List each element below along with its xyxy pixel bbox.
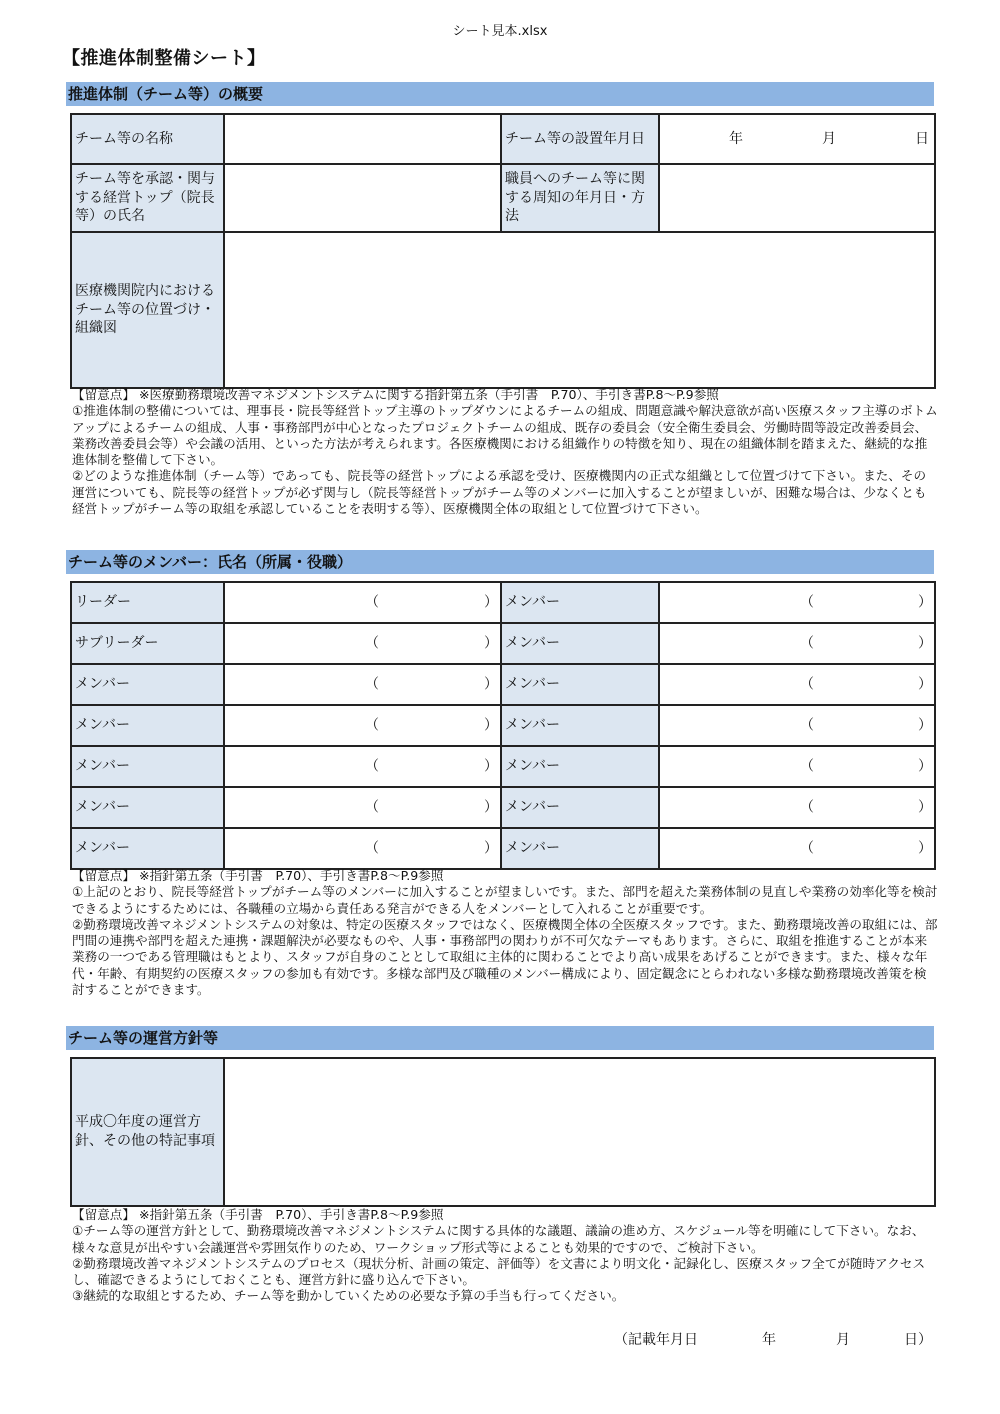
member-row bbox=[71, 787, 935, 828]
date-month-unit: 月 bbox=[822, 130, 836, 147]
members-table bbox=[70, 581, 936, 870]
member-name-field[interactable] bbox=[224, 582, 501, 623]
section-heading-members: チーム等のメンバー：氏名（所属・役職） bbox=[66, 550, 934, 574]
policy-table bbox=[70, 1057, 936, 1207]
close-paren: ） bbox=[918, 840, 932, 857]
close-paren: ） bbox=[484, 840, 498, 857]
open-paren: （ bbox=[800, 676, 814, 693]
member-row bbox=[71, 664, 935, 705]
close-paren: ） bbox=[484, 676, 498, 693]
open-paren: （ bbox=[365, 676, 379, 693]
close-paren: ） bbox=[484, 594, 498, 611]
established-date-field[interactable] bbox=[659, 114, 935, 164]
record-date-year[interactable]: 年 bbox=[762, 1332, 776, 1348]
policy-notes bbox=[72, 1207, 938, 1305]
approver-label: チーム等を承認・関与する経営トップ（院長等）の氏名 bbox=[71, 164, 224, 232]
close-paren: ） bbox=[484, 717, 498, 734]
open-paren: （ bbox=[365, 758, 379, 775]
org-position-field[interactable] bbox=[224, 232, 935, 388]
member-name-field[interactable] bbox=[224, 623, 501, 664]
overview-notes bbox=[72, 387, 938, 517]
member-role-label: メンバー bbox=[501, 746, 659, 787]
note-line: ①推進体制の整備については、理事長・院長等経営トップ主導のトップダウンによるチームの組成、問題意識や解決意欲が高い医療スタッフ主導のボトムアップによるチームの組成、人事・事務部門が中心となったプロジェクトチームの組成、既存の委員会（安全衛生委員会、労働時間等設定改善委員会、業務改善委員会等）や会議の活用、といった方法が考えられます。各医療機関における組織作りの特徴を知り、現在の組織体制を踏まえた、継続的な推進体制を整備して下さい。 bbox=[72, 403, 938, 468]
record-date-day[interactable]: 日） bbox=[904, 1332, 932, 1348]
member-name-field[interactable] bbox=[659, 828, 935, 869]
open-paren: （ bbox=[365, 840, 379, 857]
date-year-unit: 年 bbox=[729, 130, 743, 147]
member-row bbox=[71, 828, 935, 869]
member-name-field[interactable] bbox=[659, 623, 935, 664]
member-name-field[interactable] bbox=[659, 787, 935, 828]
notice-label: 職員へのチーム等に関する周知の年月日・方法 bbox=[501, 164, 659, 232]
member-row bbox=[71, 623, 935, 664]
member-name-field[interactable] bbox=[224, 746, 501, 787]
member-role-label: メンバー bbox=[501, 623, 659, 664]
member-role-label: メンバー bbox=[501, 705, 659, 746]
record-date-label: （記載年月日 bbox=[614, 1332, 698, 1348]
member-name-field[interactable] bbox=[659, 746, 935, 787]
team-name-label: チーム等の名称 bbox=[71, 114, 224, 164]
member-name-field[interactable] bbox=[224, 705, 501, 746]
note-line: ②どのような推進体制（チーム等）であっても、院長等の経営トップによる承認を受け、医療機関内の正式な組織として位置づけて下さい。また、その運営についても、院長等の経営トップが必ず関与し（院長等経営トップがチーム等のメンバーに加入することが望ましいが、困難な場合は、少なくとも経営トップがチーム等の取組を承認していることを表明する等）、医療機関全体の取組として位置づけて下さい。 bbox=[72, 468, 927, 517]
open-paren: （ bbox=[365, 799, 379, 816]
member-row bbox=[71, 746, 935, 787]
record-date-month[interactable]: 月 bbox=[836, 1332, 850, 1348]
established-date-label: チーム等の設置年月日 bbox=[501, 114, 659, 164]
section-heading-policy: チーム等の運営方針等 bbox=[66, 1026, 934, 1050]
close-paren: ） bbox=[918, 717, 932, 734]
close-paren: ） bbox=[484, 635, 498, 652]
open-paren: （ bbox=[365, 635, 379, 652]
member-role-label: メンバー bbox=[501, 664, 659, 705]
file-name: シート見本.xlsx bbox=[452, 24, 548, 39]
member-role-label: メンバー bbox=[71, 787, 224, 828]
note-line: 【留意点】 ※指針第五条（手引書 P.70）、手引き書P.8～P.9参照 bbox=[72, 868, 444, 883]
open-paren: （ bbox=[800, 717, 814, 734]
member-name-field[interactable] bbox=[224, 828, 501, 869]
member-role-label: メンバー bbox=[71, 746, 224, 787]
open-paren: （ bbox=[365, 717, 379, 734]
note-line: ①チーム等の運営方針として、勤務環境改善マネジメントシステムに関する具体的な議題、議論の進め方、スケジュール等を明確にして下さい。なお、様々な意見が出やすい会議運営や雰囲気作りのため、ワークショップ形式等によることも効果的ですので、ご検討下さい。 bbox=[72, 1223, 925, 1255]
note-line: ②勤務環境改善マネジメントシステムの対象は、特定の医療スタッフではなく、医療機関全体の全医療スタッフです。また、勤務環境改善の取組には、部門間の連携や部門を超えた連携・課題解決が必要なものや、人事・事務部門の関わりが不可欠なテーマもあります。さらに、取組を推進することが本来業務の一つである管理職はもとより、スタッフが自身のこととして取組に主体的に関わることでより高い成果をあげることができます。また、様々な年代・年齢、有期契約の医療スタッフの参加も有効です。多様な部門及び職種のメンバー構成により、固定観念にとらわれない多様な勤務環境改善策を検討することができます。 bbox=[72, 916, 938, 998]
member-role-label: メンバー bbox=[501, 787, 659, 828]
team-name-field[interactable] bbox=[224, 114, 501, 164]
overview-table bbox=[70, 113, 936, 389]
note-line: ①上記のとおり、院長等経営トップがチーム等のメンバーに加入することが望ましいです。また、部門を超えた業務体制の見直しや業務の効率化等を検討できるようにするためには、各職種の立場から責任ある発言ができる人をメンバーとして入れることが重要です。 bbox=[72, 884, 938, 916]
open-paren: （ bbox=[800, 635, 814, 652]
open-paren: （ bbox=[365, 594, 379, 611]
member-role-label: メンバー bbox=[501, 582, 659, 623]
sheet-title: 【推進体制整備シート】 bbox=[62, 48, 266, 69]
note-line: 【留意点】 ※指針第五条（手引書 P.70）、手引き書P.8～P.9参照 bbox=[72, 1207, 444, 1222]
date-day-unit: 日 bbox=[915, 130, 929, 147]
close-paren: ） bbox=[918, 676, 932, 693]
policy-field[interactable] bbox=[224, 1058, 935, 1206]
section-heading-overview: 推進体制（チーム等）の概要 bbox=[66, 82, 934, 106]
close-paren: ） bbox=[918, 799, 932, 816]
open-paren: （ bbox=[800, 840, 814, 857]
member-role-label: サブリーダー bbox=[71, 623, 224, 664]
note-line: ②勤務環境改善マネジメントシステムのプロセス（現状分析、計画の策定、評価等）を文書により明文化・記録化し、医療スタッフ全てが随時アクセスし、確認できるようにしておくことも、運営方針に盛り込んで下さい。 bbox=[72, 1255, 926, 1288]
member-role-label: リーダー bbox=[71, 582, 224, 623]
member-role-label: メンバー bbox=[71, 664, 224, 705]
notice-field[interactable] bbox=[659, 164, 935, 232]
record-date bbox=[614, 1329, 932, 1349]
close-paren: ） bbox=[918, 758, 932, 775]
member-name-field[interactable] bbox=[659, 705, 935, 746]
member-row bbox=[71, 582, 935, 623]
member-name-field[interactable] bbox=[659, 664, 935, 705]
close-paren: ） bbox=[484, 799, 498, 816]
member-name-field[interactable] bbox=[224, 787, 501, 828]
member-role-label: メンバー bbox=[71, 828, 224, 869]
member-role-label: メンバー bbox=[71, 705, 224, 746]
close-paren: ） bbox=[918, 635, 932, 652]
open-paren: （ bbox=[800, 594, 814, 611]
member-name-field[interactable] bbox=[659, 582, 935, 623]
members-notes bbox=[72, 868, 938, 998]
close-paren: ） bbox=[484, 758, 498, 775]
policy-label: 平成〇年度の運営方針、その他の特記事項 bbox=[71, 1058, 224, 1206]
org-position-label: 医療機関院内におけるチーム等の位置づけ・組織図 bbox=[71, 232, 224, 388]
note-line: 【留意点】 ※医療勤務環境改善マネジメントシステムに関する指針第五条（手引書 P.70）、手引き書P.8～P.9参照 bbox=[72, 387, 719, 402]
approver-field[interactable] bbox=[224, 164, 501, 232]
open-paren: （ bbox=[800, 799, 814, 816]
member-name-field[interactable] bbox=[224, 664, 501, 705]
member-row bbox=[71, 705, 935, 746]
note-line: ③継続的な取組とするため、チーム等を動かしていくための必要な予算の手当も行ってください。 bbox=[72, 1288, 625, 1304]
close-paren: ） bbox=[918, 594, 932, 611]
open-paren: （ bbox=[800, 758, 814, 775]
member-role-label: メンバー bbox=[501, 828, 659, 869]
